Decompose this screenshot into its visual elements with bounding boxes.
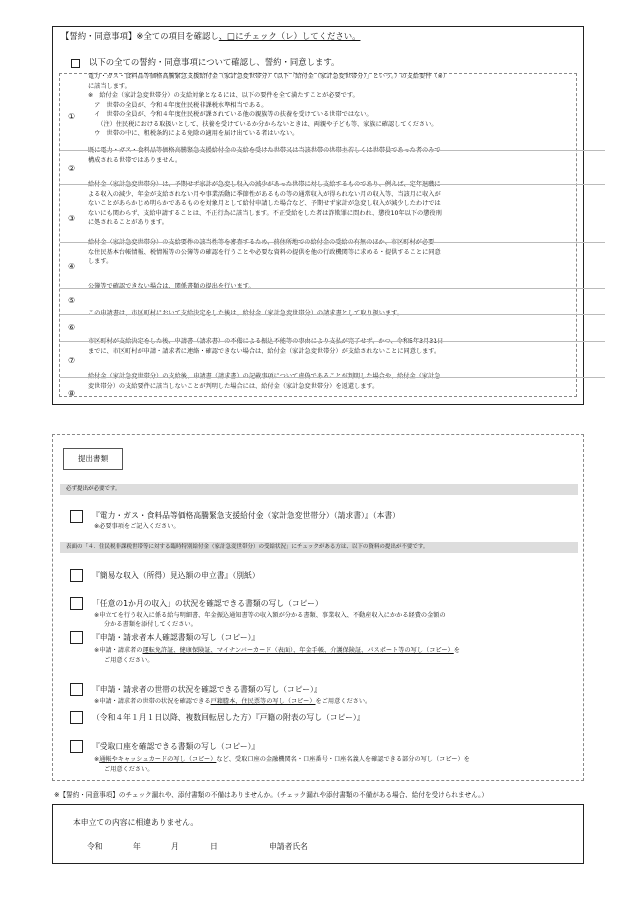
doc4-note-suffix: を — [453, 647, 460, 654]
pledge-item-text — [88, 337, 443, 356]
pledge-item-line: 構成される世帯ではありません。 — [88, 156, 182, 164]
exempt-bar: 表面の「４．住民税非課税世帯等に対する臨時特別給付金（家計急変世帯分）の受給状況」にチェックがある方は、以下の資料の提出が不要です。 — [60, 542, 578, 553]
check-warning: ※【誓約・同意事項】のチェック漏れや、添付書類の不備はありませんか。（チェック漏れや添付書類の不備がある場合、給付を受けられません。） — [54, 791, 488, 799]
pledge-item-divider — [60, 184, 605, 185]
pledge-item-line: ないことがあらかじめ明らかであるものを対象月として給付申請した場合など、予期せず家計が急変し収入が減少したわけでは — [88, 200, 441, 207]
doc7-title: 『受取口座を確認できる書類の写し（コピー）』 — [92, 742, 260, 751]
pledge-item-line: な住民基本台帳情報、税情報等の公簿等の確認を行うことや必要な資料の提供を他の行政機関等に求める・提供することに同意 — [88, 248, 441, 256]
declaration-statement: 本申立ての内容に相違ありません。 — [73, 818, 199, 827]
doc4-note-prefix: ※申請・請求者の — [94, 647, 143, 654]
doc3-note-2: 分かる書類を添付してください。 — [104, 621, 197, 628]
documents-title: 提出書類 — [77, 454, 109, 463]
pledge-item-number: ⑦ — [68, 356, 76, 365]
pledge-item-line: に該当します。 — [88, 82, 131, 90]
required-bar: 必ず提出が必要です。 — [60, 484, 578, 495]
doc7-checkbox[interactable] — [70, 740, 83, 753]
doc4-title: 『申請・請求者本人確認書類の写し（コピー）』 — [92, 633, 260, 642]
pledge-item-text — [88, 72, 449, 139]
pledge-item-line: ア 世帯の全員が、令和４年度住民税非課税水準相当である。 — [88, 101, 268, 109]
doc5-note — [94, 697, 371, 706]
doc1-title: 『電力・ガス・食料品等価格高騰緊急支援給付金（家計急変世帯分）（請求書）』（本書） — [92, 511, 400, 520]
doc1-note: ※必要事項をご記入ください。 — [94, 523, 180, 530]
doc7-note-2: ご用意ください。 — [104, 766, 154, 773]
pledge-item-number: ① — [68, 112, 76, 121]
pledge-header — [61, 31, 360, 42]
pledge-item-line: 給付金（家計急変世帯分）の支給要件の該当性等を審査するため、前住所地での給付金の受給の有無のほか、市区町村が必要 — [88, 239, 435, 246]
pledge-item-line: 給付金（家計急変世帯分）の支給後、申請書（請求書）の記載事項について虚偽であることが判明した場合や、給付金（家計急 — [88, 373, 441, 380]
pledge-item-number: ④ — [68, 262, 76, 271]
pledge-item-line: 市区町村が支給決定をした後、申請書（請求書）の不備による振込不能等の事由により支払が完了せず、かつ、令和5年3月31日 — [88, 338, 444, 345]
doc6-checkbox[interactable] — [70, 711, 83, 724]
doc1-checkbox[interactable] — [70, 510, 83, 523]
pledge-item-divider — [60, 377, 605, 378]
documents-title-box — [63, 448, 123, 470]
date-month: 月 — [171, 842, 179, 851]
pledge-item-line: ※ 給付金（家計急変世帯分）の支給対象となるには、以下の要件を全て満たすことが必要です。 — [88, 92, 359, 99]
pledge-item-line: イ 世帯の全員が、令和４年度住民税が課されている他の親族等の扶養を受けている世帯ではない。 — [88, 111, 373, 118]
pledge-item-line: 既に電力・ガス・食料品等価格高騰緊急支援給付金の支給を受けた世帯又は当該世帯の世帯主若しくは世帯員であった者のみで — [88, 147, 441, 154]
doc5-checkbox[interactable] — [70, 683, 83, 696]
check-all-label: 以下の全ての誓約・同意事項について確認し、誓約・同意します。 — [89, 57, 340, 67]
doc7-note-prefix: ※ — [94, 756, 100, 763]
doc3-title: 「任意の1か月の収入」の状況を確認できる書類の写し（コピー） — [92, 599, 323, 608]
date-year: 年 — [133, 842, 141, 851]
applicant-name-label: 申請者氏名 — [269, 842, 308, 851]
doc5-title: 『申請・請求者の世帯の状況を確認できる書類の写し（コピー）』 — [92, 685, 322, 694]
pledge-item-line: この申請書は、市区町村において支給決定をした後は、給付金（家計急変世帯分）の請求書として取り扱います。 — [88, 310, 404, 317]
pledge-item-line: ないにも関わらず、支給申請することは、不正行為に該当します。不正受給をした者は詐欺罪に問われ、懲役10年以下の懲役刑 — [88, 209, 442, 217]
pledge-item-number: ② — [68, 164, 76, 173]
pledge-header-text: 【誓約・同意事項】※全ての項目を確認し — [61, 31, 219, 41]
pledge-item-text — [88, 146, 441, 165]
doc4-note — [94, 646, 460, 655]
pledge-item-line: よる収入の減少、年金が支給されない月や事業活動に季節性があるもの等の通常収入が得られない月の収入等、当該月に収入が — [88, 190, 441, 198]
pledge-item-text — [88, 180, 442, 228]
pledge-item-number: ⑧ — [68, 389, 76, 398]
pledge-item-divider — [60, 150, 605, 151]
doc5-note-prefix: ※申請・請求者の世帯の状況を確認できる — [94, 698, 211, 705]
pledge-item-line: 変世帯分）の支給要件に該当しないことが判明した場合には、給付金（家計急変世帯分）を返還します。 — [88, 382, 379, 390]
pledge-item-line: 給付金（家計急変世帯分）は、予期せず家計が急変し収入の減少があった世帯に対し支給するものであり、例えば、定年退職に — [88, 181, 441, 188]
doc4-checkbox[interactable] — [70, 631, 83, 644]
pledge-item-line: 電力・ガス・食料品等価格高騰緊急支援給付金（家計急変世帯分）（以下「給付金（家計急変世帯分）」という。）の支給要件（※） — [88, 73, 449, 80]
doc7-note — [94, 755, 470, 764]
pledge-item-line: （注）住民税における取扱いとして、扶養を受けているか分からないときは、両親や子ども等、家族に確認してください。 — [88, 120, 438, 128]
pledge-item-divider — [60, 341, 605, 342]
declaration-box — [52, 804, 584, 864]
doc3-checkbox[interactable] — [70, 597, 83, 610]
doc2-checkbox[interactable] — [70, 569, 83, 582]
pledge-item-line: します。 — [88, 258, 113, 265]
pledge-item-number: ③ — [68, 214, 76, 223]
pledge-item-text — [88, 282, 255, 292]
pledge-item-divider — [60, 314, 605, 315]
doc4-note-underlined: 運転免許証、健康保険証、マイナンバーカード（表面）、年金手帳、介護保険証、パスポート等の写し（コピー） — [142, 647, 454, 654]
pledge-item-line: に処されることがあります。 — [88, 219, 168, 226]
doc5-note-suffix: をご用意ください。 — [315, 698, 372, 705]
doc6-title: （令和４年１月１日以降、複数回転居した方）『戸籍の附表の写し（コピー）』 — [92, 713, 365, 722]
doc2-title: 『簡易な収入（所得）見込額の申立書』（別紙） — [92, 571, 260, 580]
pledge-item-text — [88, 372, 440, 391]
doc5-note-underlined: 戸籍謄本、住民票等の写し（コピー） — [210, 698, 316, 705]
doc4-note-2: ご用意ください。 — [104, 657, 154, 664]
pledge-item-number: ⑤ — [68, 296, 76, 305]
pledge-item-line: 公簿等で確認できない場合は、関係書類の提出を行います。 — [88, 283, 255, 290]
pledge-item-line: までに、市区町村が申請・請求者に連絡・確認できない場合は、給付金（家計急変世帯分）が支給されないことに同意します。 — [88, 347, 441, 355]
pledge-item-line: ウ 世帯の中に、租税条約による免除の適用を届け出ている者はいない。 — [88, 130, 299, 137]
doc7-note-underlined: 通帳やキャッシュカードの写し（コピー） — [99, 756, 217, 763]
check-all-checkbox[interactable] — [71, 59, 80, 68]
pledge-item-number: ⑥ — [68, 323, 76, 332]
pledge-header-underlined: 、□にチェック（レ）してください。 — [218, 31, 361, 41]
doc7-note-suffix: など、受取口座の金融機関名・口座番号・口座名義人を確認できる部分の写し（コピー）を — [216, 756, 470, 763]
date-era: 令和 — [87, 842, 103, 851]
date-day: 日 — [210, 842, 218, 851]
doc3-note-1: ※申立てを行う収入に係る給与明細書、年金振込通知書等の収入額が分かる書類、事業収入、不動産収入にかかる経費の金額の — [94, 612, 446, 619]
pledge-item-divider — [60, 242, 605, 243]
pledge-item-divider — [60, 288, 605, 289]
